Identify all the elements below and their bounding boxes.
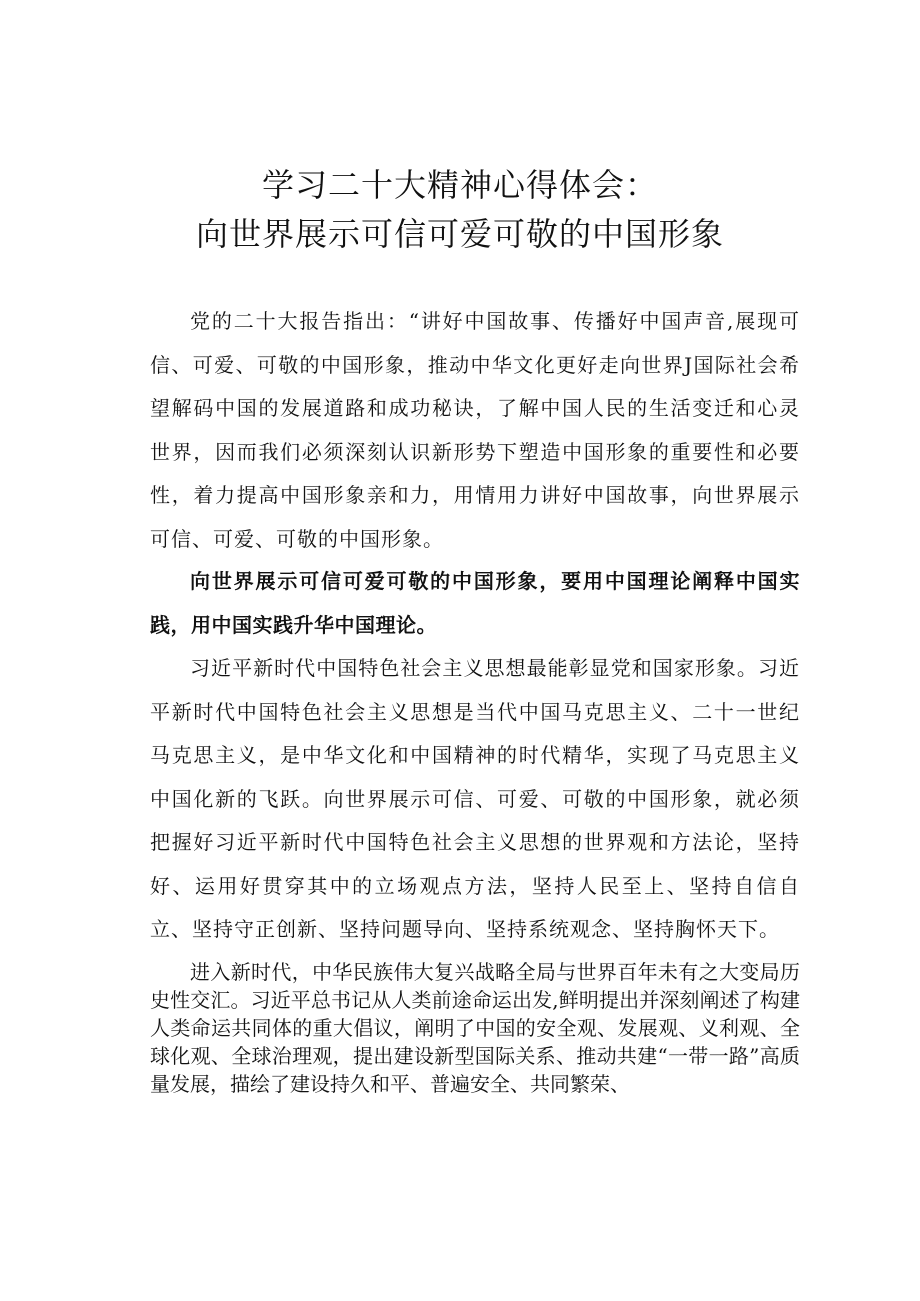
paragraph-xi-thought: 习近平新时代中国特色社会主义思想最能彰显党和国家形象。习近平新时代中国特色社会主义思想是当代中国马克思主义、二十一世纪马克思主义，是中华文化和中国精神的时代精华，实现了马克思主义中国化新的飞跃。向世界展示可信、可爱、可敬的中国形象，就必须把握好习近平新时代中国特色社会主义思想的世界观和方法论，坚持好、运用好贯穿其中的立场观点方法，坚持人民至上、坚持自信自立、坚持守正创新、坚持问题导向、坚持系统观念、坚持胸怀天下。 [150, 656, 800, 941]
document-title-line-1: 学习二十大精神心得体会： [261, 166, 658, 204]
paragraph-intro: 党的二十大报告指出：“讲好中国故事、传播好中国声音,展现可信、可爱、可敬的中国形象，推动中华文化更好走向世界J国际社会希望解码中国的发展道路和成功秘诀，了解中国人民的生活变迁和心灵世界，因而我们必须深刻认识新形势下塑造中国形象的重要性和必要性，着力提高中国形象亲和力，用情用力讲好中国故事，向世界展示可信、可爱、可敬的中国形象。 [150, 309, 800, 551]
document-title-line-2: 向世界展示可信可爱可敬的中国形象 [195, 215, 724, 253]
paragraph-new-era: 进入新时代，中华民族伟大复兴战略全局与世界百年未有之大变局历史性交汇。习近平总书记从人类前途命运出发,鲜明提出并深刻阐述了构建人类命运共同体的重大倡议，阐明了中国的安全观、发展观、义利观、全球化观、全球治理观，提出建设新型国际关系、推动共建“一带一路”高质量发展，描绘了建设持久和平、普遍安全、共同繁荣、 [150, 960, 800, 1096]
paragraph-bold-heading: 向世界展示可信可爱可敬的中国形象，要用中国理论阐释中国实践，用中国实践升华中国理论。 [150, 569, 800, 637]
